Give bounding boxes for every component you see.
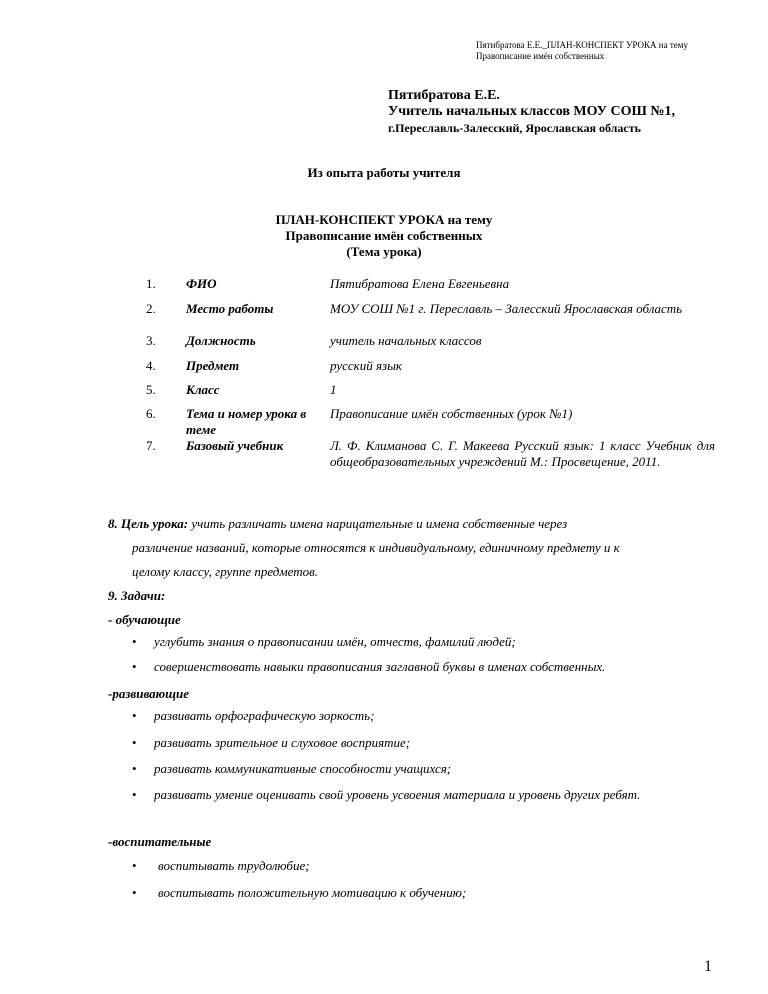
goal-label: 8. Цель урока: [108,516,189,531]
goal-text: учить различать имена нарицательные и имена собственные через [188,516,568,531]
goal-first-line [108,512,732,536]
page-number: 1 [704,958,712,975]
row-number: 7. [146,438,156,453]
bullet-icon: • [132,659,137,674]
author-block [388,88,675,136]
list-item-text: углубить знания о правописании имён, отчеств, фамилий людей; [154,634,516,649]
bullet-icon: • [132,787,137,802]
row-number: 3. [146,333,156,348]
row-number: 6. [146,406,156,421]
author-city: г.Переславль-Залесский, Ярославская область [388,121,641,135]
row-label: ФИО [186,276,217,291]
plan-title-line-2: Правописание имён собственных [285,228,483,243]
goal-line-3: целому классу, группе предметов. [132,564,319,579]
bullet-icon: • [132,761,137,776]
row-value: Пятибратова Елена Евгеньевна [330,276,510,291]
list-item-text: воспитывать трудолюбие; [158,858,310,873]
section-heading-teaching: - обучающие [108,612,181,627]
row-value: 1 [330,382,337,397]
header-line-1: Пятибратова Е.Е._ПЛАН-КОНСПЕКТ УРОКА на тему [476,40,688,50]
row-number: 1. [146,276,156,291]
lesson-goal [108,512,732,584]
list-item-text: развивать орфографическую зоркость; [154,708,375,723]
row-label: Предмет [186,358,240,373]
plan-title-line-1: ПЛАН-КОНСПЕКТ УРОКА на тему [275,212,493,227]
tasks-heading: 9. Задачи: [108,588,166,603]
bullet-icon: • [132,735,137,750]
author-position: Учитель начальных классов МОУ СОШ №1, [388,104,675,119]
row-label: Тема и номер урока в теме [186,406,307,437]
author-name: Пятибратова Е.Е. [388,88,500,103]
list-item-text: развивать зрительное и слуховое восприятие; [154,735,411,750]
bullet-icon: • [132,858,137,873]
row-label: Класс [186,382,220,397]
bullet-icon: • [132,708,137,723]
row-value: Правописание имён собственных (урок №1) [330,406,573,421]
row-number: 5. [146,382,156,397]
list-item-text: развивать коммуникативные способности учащихся; [154,761,452,776]
header-line-2: Правописание имён собственных [476,51,605,61]
row-label: Место работы [186,301,274,316]
list-item-text: развивать умение оценивать свой уровень усвоения материала и уровень других ребят. [154,787,641,802]
row-value: МОУ СОШ №1 г. Переславль – Залесский Ярославская область [330,301,683,316]
row-value: учитель начальных классов [330,333,482,348]
section-heading-upbringing: -воспитательные [108,834,212,849]
plan-title-line-3: (Тема урока) [346,244,422,259]
bullet-icon: • [132,885,137,900]
row-value: Л. Ф. Климанова С. Г. Макеева Русский язык: 1 класс Учебник для общеобразовательных учреждений М.: Просвещение, 2011. [330,438,715,469]
bullet-icon: • [132,634,137,649]
list-item-text: воспитывать положительную мотивацию к обучению; [158,885,467,900]
row-number: 2. [146,301,156,316]
row-label: Базовый учебник [186,438,284,453]
experience-heading: Из опыта работы учителя [307,165,461,180]
list-item-text: совершенствовать навыки правописания заглавной буквы в именах собственных. [154,659,606,674]
row-number: 4. [146,358,156,373]
section-heading-developing: -развивающие [108,686,189,701]
goal-line-2: различение названий, которые относятся к индивидуальному, единичному предмету и к [132,540,620,555]
row-label: Должность [186,333,256,348]
row-value: русский язык [330,358,402,373]
plan-title [0,212,768,260]
page-header [476,40,756,62]
